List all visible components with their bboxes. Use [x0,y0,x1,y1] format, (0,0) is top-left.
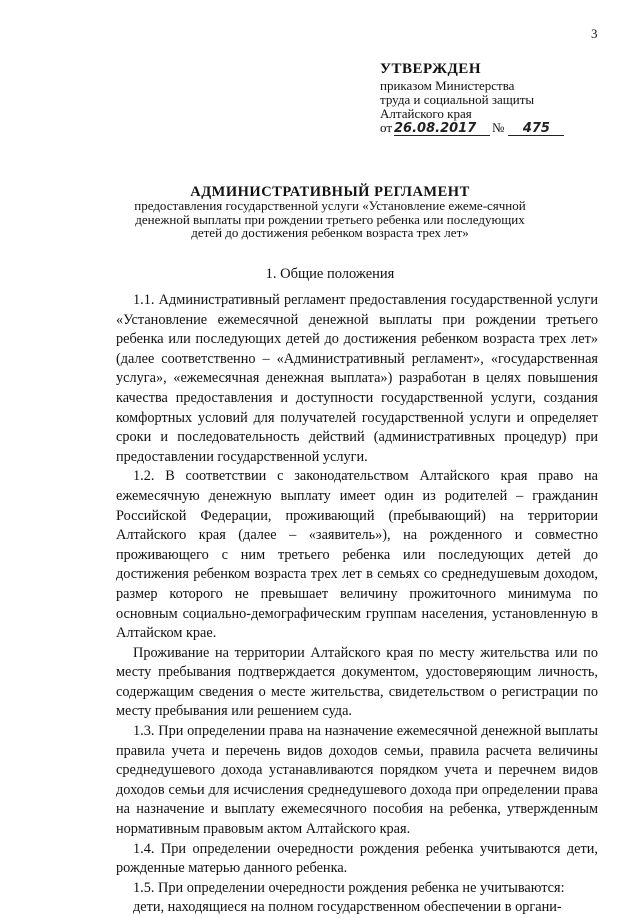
page-number: 3 [591,26,598,41]
regulation-subtitle: предоставления государственной услуги «Установление ежеме-сячной денежной выплаты при рождении третьего ребенка или последующих детей до достижения ребенком возраста трех лет» [134,198,526,240]
approval-line-1: приказом Министерства [380,78,515,93]
handwritten-number: 475 [508,122,564,136]
regulation-title: АДМИНИСТРАТИВНЫЙ РЕГЛАМЕНТ [190,184,470,200]
handwritten-date: 26.08.2017 [394,122,490,136]
paragraph-1-5: 1.5. При определении очередности рождения ребенка не учитываются: [133,879,565,896]
approval-line-3: Алтайского края [380,106,472,121]
section-title: 1. Общие положения [265,266,395,282]
approval-stamp-block [380,60,620,136]
paragraph-1-2: 1.2. В соответствии с законодательством Алтайского края право на ежемесячную денежную выплату имеет один из родителей – гражданин Российской Федерации, проживающий (пребывающий) на территории Алтайского края (далее – «заявитель»), на рожденного и совместно проживающего с ним третьего ребенка или последующих детей до достижения ребенком возраста трех лет в семьях со среднедушевым доходом, размер которого не превышает величину прожиточного минимума по основным социально-демографическим группам населения, установленную в Алтайском крае. [116,468,598,642]
paragraph-residence: Проживание на территории Алтайского края по месту жительства или по месту пребывания подтверждается документом, удостоверяющим личность, содержащим сведения о месте жительства, свидетельством о регистрации по месту пребывания или решением суда. [116,644,598,720]
paragraph-1-4: 1.4. При определении очередности рождения ребенка учитываются дети, рожденные матерью данного ребенка. [116,840,598,877]
approval-line-2: труда и социальной защиты [380,92,535,107]
paragraph-1-3: 1.3. При определении права на назначение ежемесячной денежной выплаты правила учета и перечень видов доходов семьи, правила расчета величины среднедушевого дохода устанавливаются порядком учета и перечнем видов доходов семьи для исчисления среднедушевого дохода при определении права на назначение и выплату ежемесячного пособия на ребенка, утвержденным нормативным правовым актом Алтайского края. [116,723,598,838]
document-body [116,291,598,918]
approved-title: УТВЕРЖДЕН [380,61,481,77]
number-prefix: № [492,120,505,135]
approval-date-line [380,121,620,136]
paragraph-1-1: 1.1. Административный регламент предоставления государственной услуги «Установление ежемесячной денежной выплаты при рождении третьего ребенка или последующих детей до достижения ребенком возраста трех лет» (далее соответственно – «Административный регламент», «государственная услуга», «ежемесячная денежная выплата») разработан в целях повышения качества предоставления и доступности государственной услуги, создания комфортных условий для получателей государственной услуги и определяет сроки и последовательность действий (административных процедур) при предоставлении государственной услуги. [116,292,598,465]
from-prefix: от [380,120,393,135]
paragraph-continued: дети, находящиеся на полном государственном обеспечении в органи- [133,899,562,916]
